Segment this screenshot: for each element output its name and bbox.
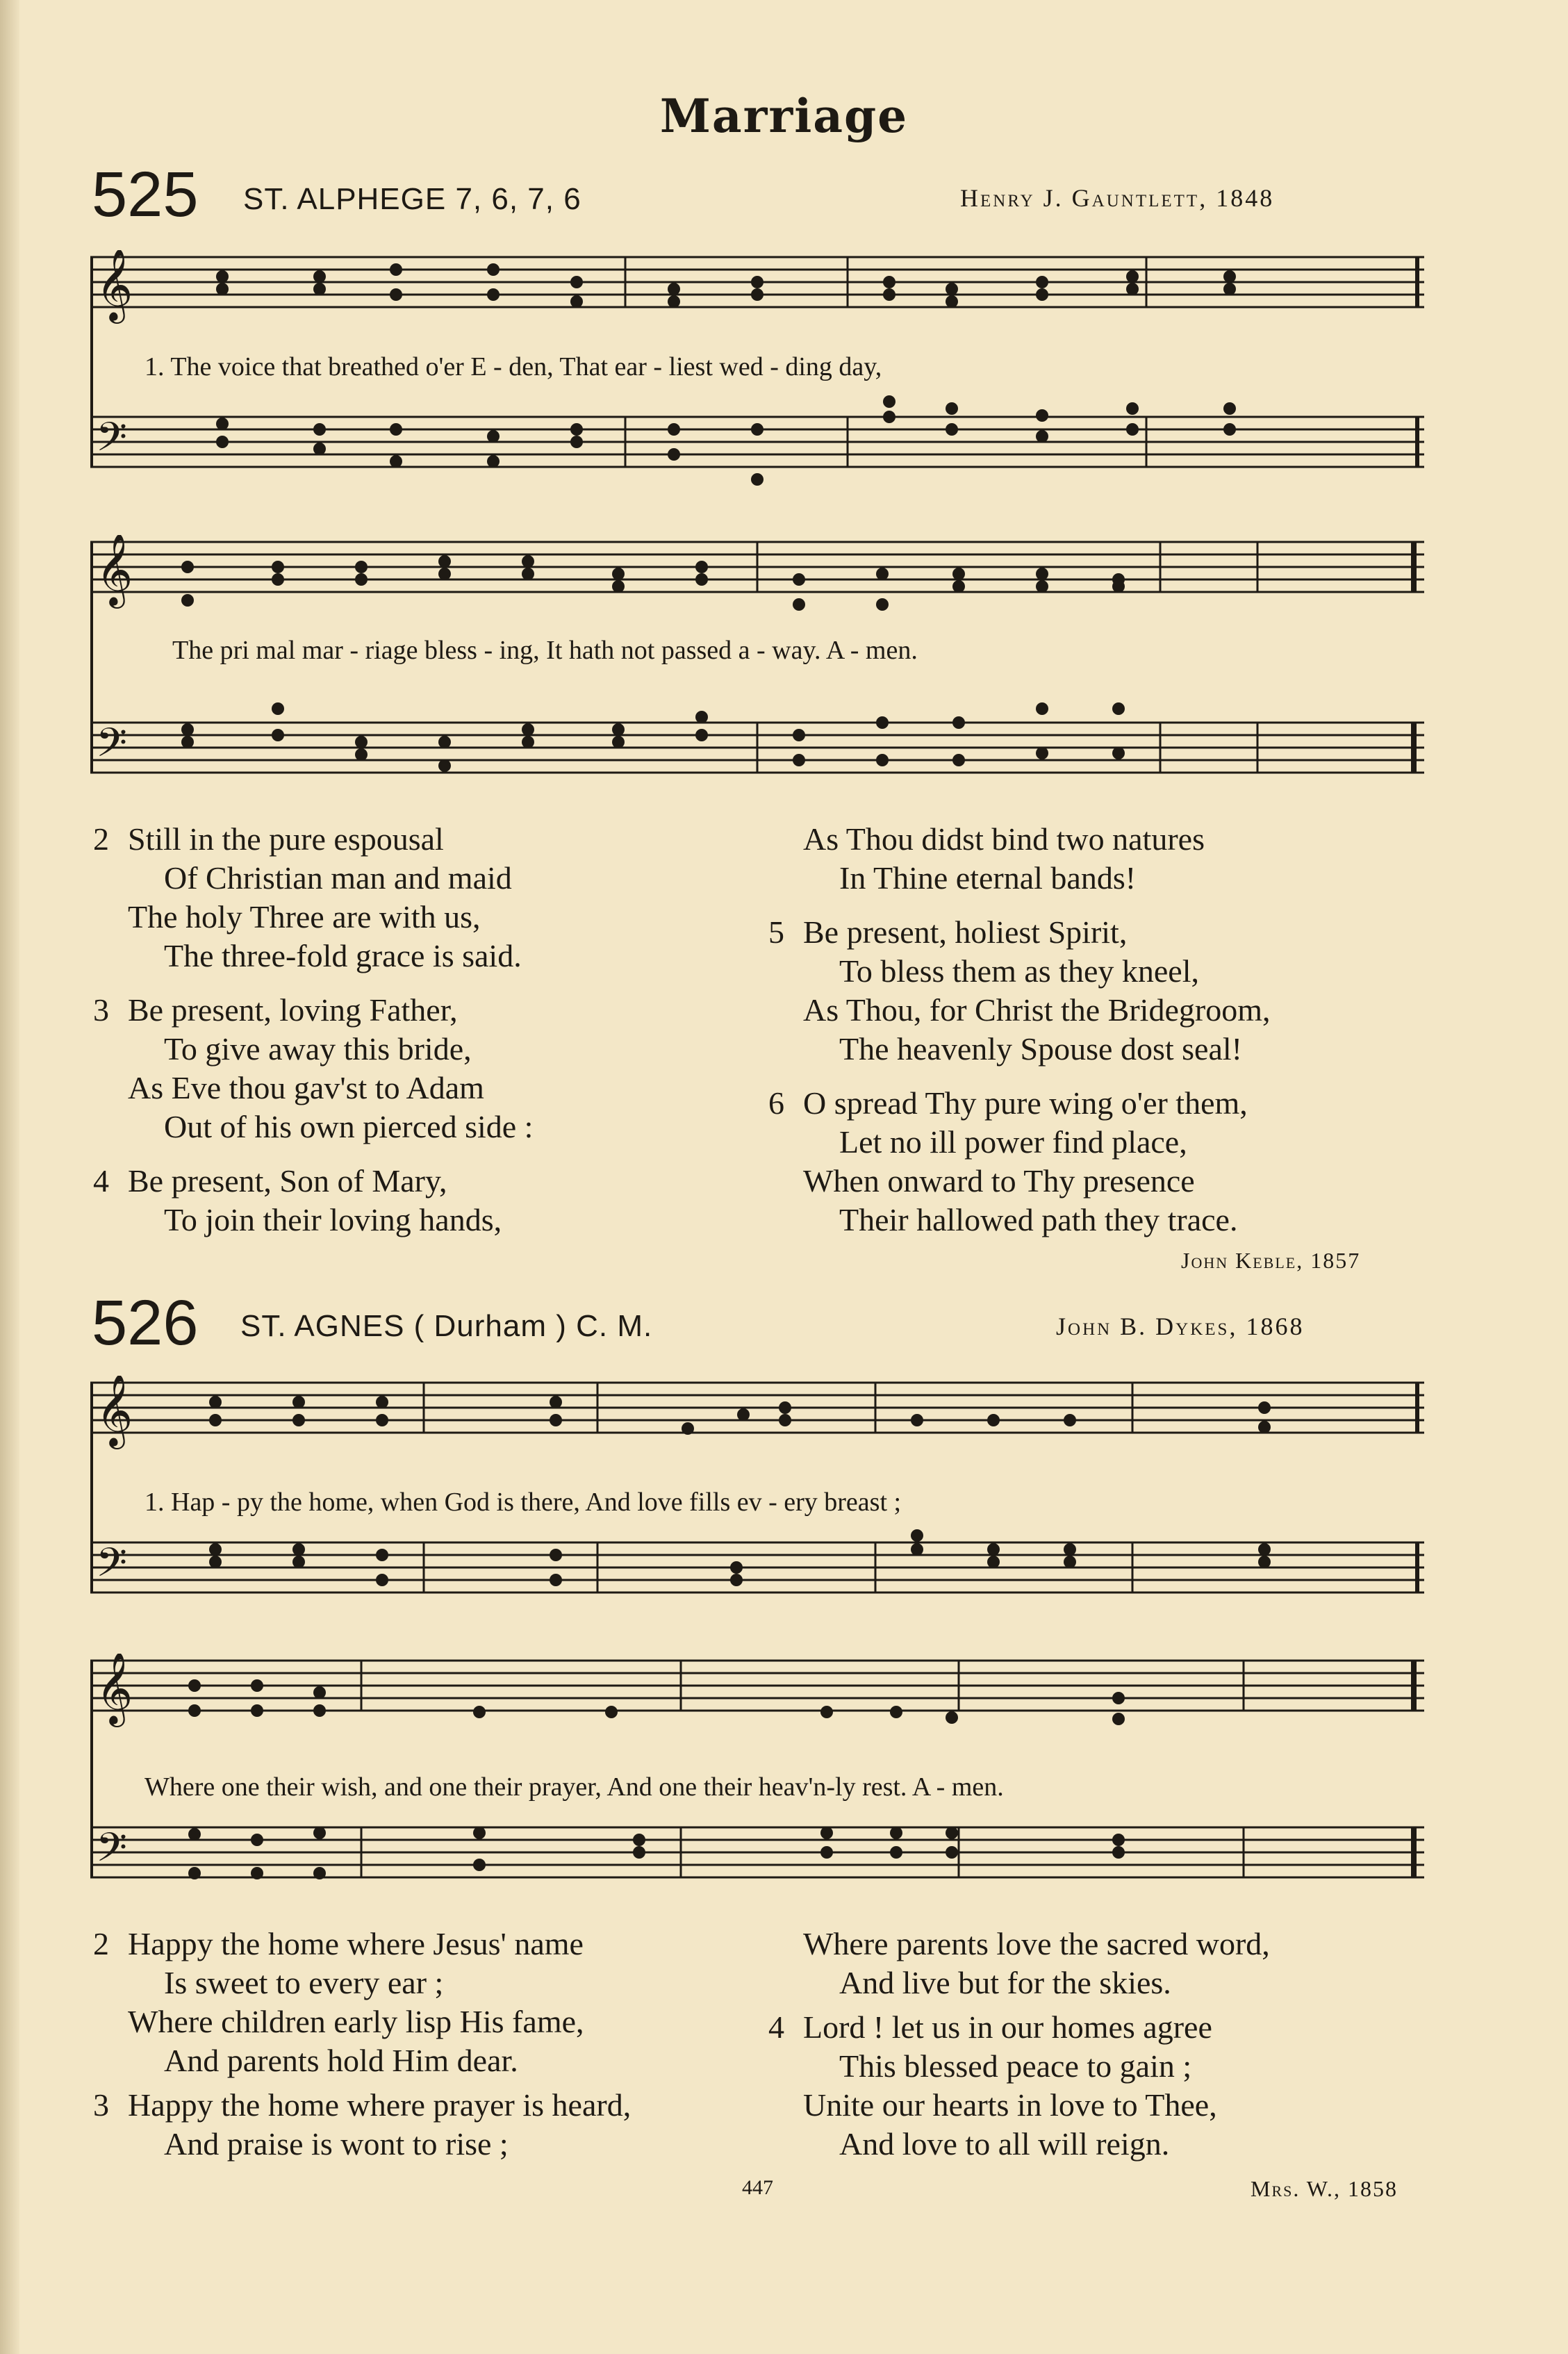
verse-line: This blessed peace to gain ; (839, 2048, 1192, 2084)
verse-number: 5 (768, 914, 784, 950)
verse-line: And parents hold Him dear. (164, 2043, 518, 2078)
verse-line: To bless them as they kneel, (839, 953, 1199, 989)
verse-number: 6 (768, 1085, 784, 1121)
svg-text:𝄞: 𝄞 (96, 535, 133, 606)
verses-525-left (93, 820, 533, 1240)
verse-number: 2 (93, 1926, 109, 1961)
svg-text:𝄞: 𝄞 (96, 1654, 133, 1725)
verse-line: And praise is wont to rise ; (164, 2126, 509, 2162)
verse-line: In Thine eternal bands! (839, 860, 1137, 896)
verse-number: 3 (93, 2087, 109, 2123)
page-binding-edge (0, 0, 19, 2354)
hymn-number-525: 525 (92, 159, 199, 230)
verse-line: Their hallowed path they trace. (839, 1202, 1238, 1237)
verse-line: 5 Be present, holiest Spirit, (768, 913, 1270, 952)
verse-line: The three-fold grace is said. (164, 938, 522, 973)
verse-line: When onward to Thy presence (803, 1163, 1195, 1199)
verse-number: 4 (93, 1163, 109, 1199)
verse-line: Out of his own pierced side : (164, 1109, 534, 1144)
verses-525-right (768, 820, 1270, 1240)
verse-line: 4 Lord ! let us in our homes agree (768, 2008, 1270, 2047)
svg-text:𝄞: 𝄞 (96, 1376, 133, 1447)
verse-line: And love to all will reign. (839, 2126, 1170, 2162)
verse-line: Unite our hearts in love to Thee, (803, 2087, 1217, 2123)
lyrics-526-line-1: 1. Hap - py the home, when God is there, And love fills ev - ery breast ; (145, 1488, 902, 1517)
section-title: Marriage (659, 89, 909, 143)
verse-number: 4 (768, 2009, 784, 2045)
lyrics-525-line-2: The pri mal mar - riage bless - ing, It hath not passed a - way. A - men. (172, 636, 918, 665)
verse-line: 2 Still in the pure espousal (93, 820, 533, 859)
verses-526-left (93, 1925, 631, 2164)
tune-name-525: ST. ALPHEGE 7, 6, 7, 6 (243, 182, 581, 216)
svg-text:𝄢: 𝄢 (96, 1539, 128, 1596)
verse-line: As Thou didst bind two natures (803, 821, 1205, 857)
verse-line: The heavenly Spouse dost seal! (839, 1031, 1242, 1067)
svg-text:𝄢: 𝄢 (96, 1824, 128, 1881)
verse-line: Let no ill power find place, (839, 1124, 1187, 1160)
svg-text:𝄢: 𝄢 (96, 413, 128, 470)
verse-line: 2 Happy the home where Jesus' name (93, 1925, 631, 1964)
verse-number: 2 (93, 821, 109, 857)
verse-line: To join their loving hands, (164, 1202, 502, 1237)
music-system-525-2 (90, 535, 1424, 799)
verse-line: 6 O spread Thy pure wing o'er them, (768, 1084, 1270, 1123)
composer-526: John B. Dykes, 1868 (1056, 1312, 1305, 1340)
author-526: Mrs. W., 1858 (1251, 2176, 1398, 2201)
verse-line: Of Christian man and maid (164, 860, 512, 896)
lyrics-525-line-1: 1. The voice that breathed o'er E - den, That ear - liest wed - ding day, (145, 352, 882, 381)
tune-name-526: ST. AGNES ( Durham ) C. M. (240, 1309, 653, 1343)
composer-525: Henry J. Gauntlett, 1848 (960, 184, 1275, 212)
verse-line: Where children early lisp His fame, (128, 2004, 584, 2039)
svg-text:𝄞: 𝄞 (96, 250, 133, 321)
verse-line: Is sweet to every ear ; (164, 1965, 444, 2000)
verse-line: 3 Happy the home where prayer is heard, (93, 2086, 631, 2125)
verse-line: The holy Three are with us, (128, 899, 481, 935)
lyrics-526-line-2: Where one their wish, and one their prayer, And one their heav'n-ly rest. A - men. (145, 1772, 1004, 1802)
verse-line: To give away this bride, (164, 1031, 472, 1067)
verse-line: And live but for the skies. (839, 1965, 1171, 2000)
verse-line: 4 Be present, Son of Mary, (93, 1162, 533, 1201)
verse-line: 3 Be present, loving Father, (93, 991, 533, 1030)
author-525: John Keble, 1857 (1181, 1248, 1361, 1273)
hymn-number-526: 526 (92, 1287, 199, 1358)
verse-number: 3 (93, 992, 109, 1028)
verse-line: As Eve thou gav'st to Adam (128, 1070, 484, 1105)
verse-line: As Thou, for Christ the Bridegroom, (803, 992, 1271, 1028)
svg-text:𝄢: 𝄢 (96, 719, 128, 776)
verses-526-right (768, 1925, 1270, 2164)
page-number: 447 (742, 2176, 773, 2199)
verse-line: Where parents love the sacred word, (803, 1926, 1270, 1961)
